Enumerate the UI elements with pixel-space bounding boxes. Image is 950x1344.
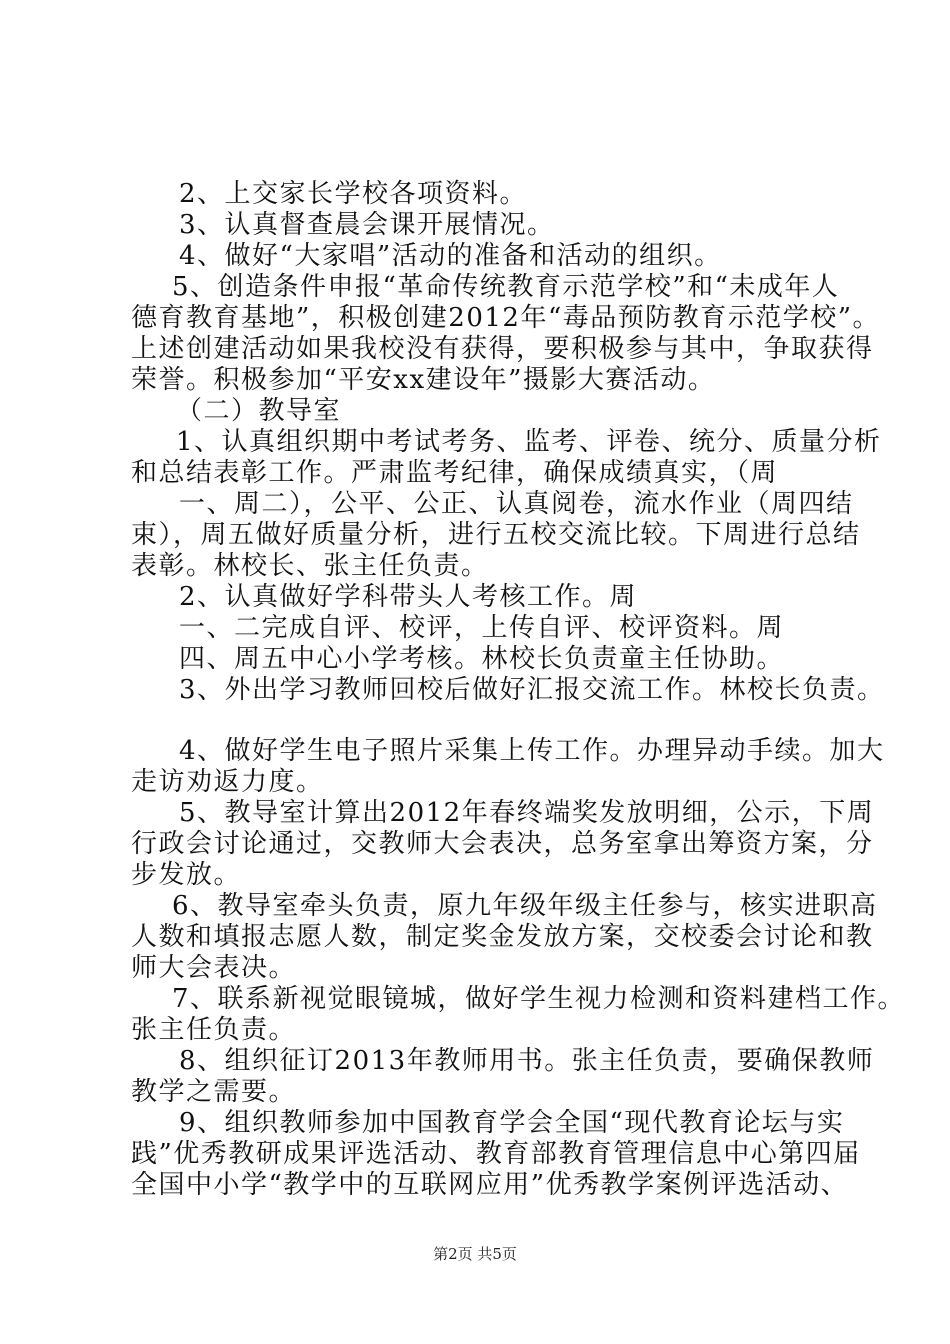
text-line: 9、组织教师参加中国教育学会全国“现代教育论坛与实: [179, 1108, 845, 1138]
text-line: 2、认真做好学科带头人考核工作。周: [179, 582, 638, 612]
text-line: 和总结表彰工作。严肃监考纪律，确保成绩真实，（周: [131, 458, 779, 488]
text-line: 一、二完成自评、校评，上传自评、校评资料。周: [179, 613, 785, 643]
text-line: 2、上交家长学校各项资料。: [179, 179, 528, 209]
text-line: 德育教育基地”，积极创建2012年“毒品预防教育示范学校”。: [131, 303, 881, 333]
text-line: 5、教导室计算出2012年春终端奖发放明细，公示，下周: [179, 798, 875, 828]
text-line: 4、做好学生电子照片采集上传工作。办理异动手续。加大: [179, 736, 885, 766]
text-line: 走访劝返力度。: [131, 767, 324, 797]
text-line: 4、做好“大家唱”活动的准备和活动的组织。: [179, 241, 722, 271]
text-line: 束），周五做好质量分析，进行五校交流比较。下周进行总结: [131, 520, 861, 550]
text-line: 四、周五中心小学考核。林校长负责童主任协助。: [179, 644, 785, 674]
text-line: 5、创造条件申报“革命传统教育示范学校”和“未成年人: [172, 272, 840, 302]
text-line: 荣誉。积极参加“平安xx建设年”摄影大赛活动。: [131, 365, 716, 395]
text-line: 步发放。: [131, 860, 242, 890]
text-line: 1、认真组织期中考试考务、监考、评卷、统分、质量分析: [176, 427, 882, 457]
text-line: 3、认真督查晨会课开展情况。: [179, 210, 555, 240]
text-line: 7、联系新视觉眼镜城，做好学生视力检测和资料建档工作。: [172, 984, 906, 1014]
text-line: 上述创建活动如果我校没有获得，要积极参与其中，争取获得: [131, 334, 874, 364]
text-line: 表彰。林校长、张主任负责。: [131, 551, 489, 581]
text-line: 人数和填报志愿人数，制定奖金发放方案，交校委会讨论和教: [131, 922, 874, 952]
text-line: 教学之需要。: [131, 1077, 297, 1107]
text-line: 师大会表决。: [131, 953, 297, 983]
section-heading: （二）教导室: [176, 396, 342, 426]
text-line: 一、周二），公平、公正、认真阅卷，流水作业（周四结: [179, 489, 854, 519]
text-line: 全国中小学“教学中的互联网应用”优秀教学案例评选活动、: [131, 1170, 849, 1200]
text-line: 张主任负责。: [131, 1015, 297, 1045]
text-line: 行政会讨论通过，交教师大会表决，总务室拿出筹资方案，分: [131, 829, 874, 859]
text-line: 8、组织征订2013年教师用书。张主任负责，要确保教师: [179, 1046, 875, 1076]
page-footer: 第2页 共5页: [433, 1245, 517, 1263]
text-line: 6、教导室牵头负责，原九年级年级主任参与，核实进职高: [172, 891, 878, 921]
text-line: 3、外出学习教师回校后做好汇报交流工作。林校长负责。: [179, 675, 885, 705]
text-line: 践”优秀教研成果评选活动、教育部教育管理信息中心第四届: [131, 1139, 861, 1169]
